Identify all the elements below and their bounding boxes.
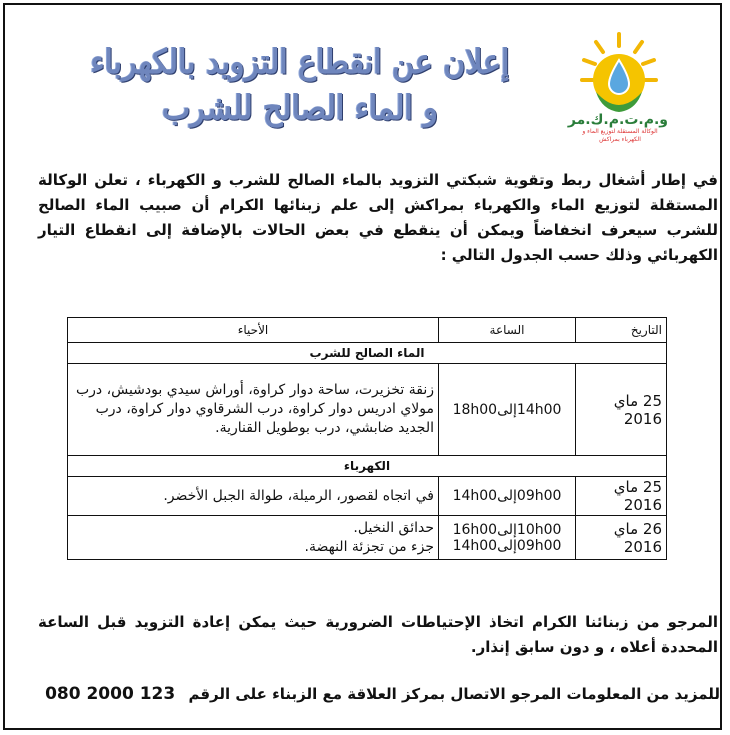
row-time-line-2: 09h00إلى14h00 (452, 537, 562, 554)
contact-line (30, 684, 720, 704)
precaution-notice: المرجو من زبنائنا الكرام اتخاذ الإحتياطات الضرورية حيث يمكن إعادة التزويد قبل الساعة المحددة أعلاه ، و دون سابق إنذار. (38, 613, 718, 656)
row-areas: زنقة تخزيرت، ساحة دوار كراوة، أوراش سيدي بودشيش، درب مولاي ادريس دوار كراوة، درب الشرقاوي دوار كراوة، درب الجديد ضابشي، درب بوطويل القنارية. (68, 364, 439, 456)
phone-number: 080 2000 123 (45, 684, 176, 704)
header-areas: الأحياء (68, 318, 439, 343)
row-time (439, 516, 576, 560)
section-title-water: الماء الصالح للشرب (68, 343, 667, 364)
sun-water-drop-logo-icon (578, 30, 660, 122)
title-line-2: و الماء الصالح للشرب (162, 88, 438, 129)
table-row (68, 516, 667, 560)
row-time: 14h00إلى18h00 (439, 364, 576, 456)
table-header-row (68, 318, 667, 343)
logo-subtitle: الوكالة المستقلة لتوزيع الماء و الكهرباء بمراكش (582, 128, 658, 143)
table-row (68, 477, 667, 516)
intro-paragraph: في إطار أشغال ربط وتقوية شبكتي التزويد بالماء الصالح للشرب و الكهرباء ، تعلن الوكالة المستقلة لتوزيع الماء والكهرباء بمراكش إلى علم زبنائها الكرام أن صبيب الماء الصالح للشرب سيعرف انخفاضاً ويمكن أن ينقطع في بعض الحالات بالإضافة إلى انقطاع التيار الكهربائي وذلك حسب الجدول التالي : (38, 171, 718, 264)
outage-schedule-table (67, 317, 667, 560)
section-row-electricity (68, 456, 667, 477)
announcement-title (90, 40, 510, 132)
header-date: التاريخ (576, 318, 667, 343)
row-time-line-1: 10h00إلى16h00 (452, 521, 562, 538)
row-date: 25 ماي 2016 (576, 477, 667, 516)
row-time: 09h00إلى14h00 (439, 477, 576, 516)
row-area-line-1: حدائق النخيل. (353, 519, 434, 536)
row-areas (68, 516, 439, 560)
section-row-water (68, 343, 667, 364)
row-area-line-2: جزء من تجزئة النهضة. (304, 538, 434, 555)
row-date: 25 ماي 2016 (576, 364, 667, 456)
logo-acronym: و.م.ت.م.ك.مر (567, 112, 668, 128)
row-date: 26 ماي 2016 (576, 516, 667, 560)
contact-text: للمزيد من المعلومات المرجو الاتصال بمركز العلاقة مع الزبناء على الرقم (188, 685, 720, 703)
table-row (68, 364, 667, 456)
title-line-1: إعلان عن انقطاع التزويد بالكهرباء (90, 42, 510, 83)
header-time: الساعة (439, 318, 576, 343)
row-areas: في اتجاه لقصور، الرميلة، طوالة الجبل الأخضر. (68, 477, 439, 516)
section-title-electricity: الكهرباء (68, 456, 667, 477)
